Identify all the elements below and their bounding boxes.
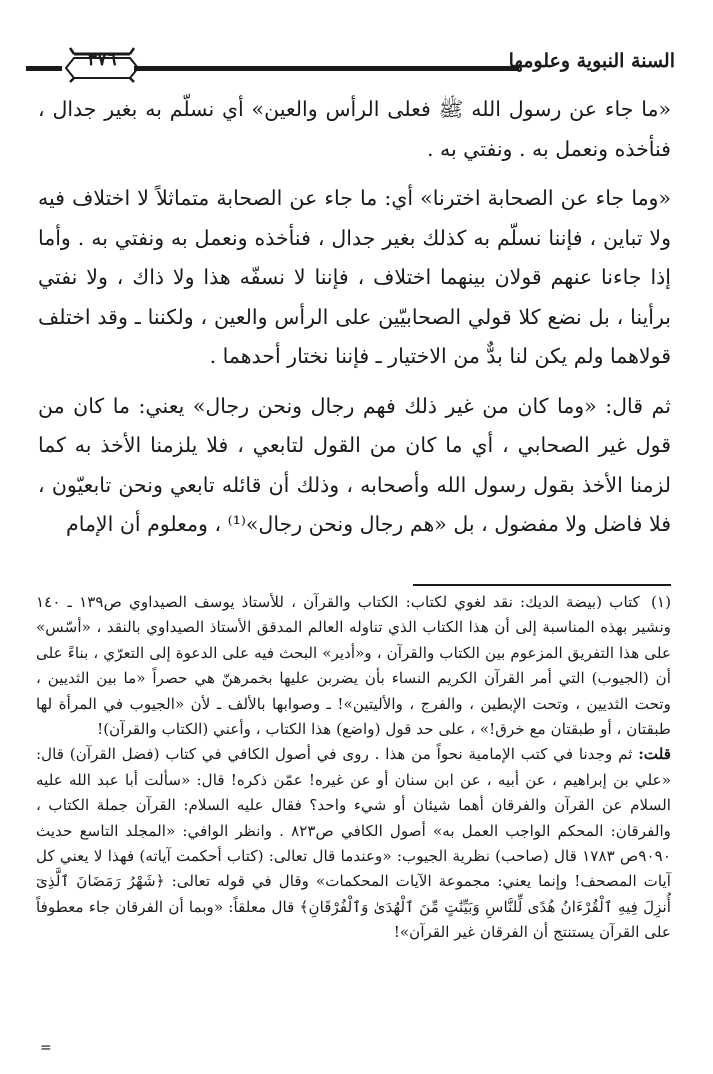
footnote-number: (١) <box>650 593 672 611</box>
continuation-mark: = <box>40 1040 52 1056</box>
paragraph-3: ثم قال: «وما كان من غير ذلك فهم رجال ونحن رجال» يعني: ما كان من قول غير الصحابي ، أي ما كان من القول لتابعي ، فلا يلزمنا الأخذ به كما لزمنا الأخذ بقول رسول الله وأصحابه ، وذلك أن قائله تابعي ونحن تابعيّون ، فلا فاضل ولا مفضول ، بل «هم رجال ونحن رجال»⁽¹⁾ ، ومعلوم أن الإمام <box>38 393 671 536</box>
paragraph-1: «ما جاء عن رسول الله ﷺ فعلى الرأس والعين» أي نسلّم به بغير جدال ، فنأخذه ونعمل به . ونفتي به . <box>38 97 671 161</box>
page-number-ornament <box>64 44 140 84</box>
qult-text: ثم وجدنا في كتب الإمامية نحواً من هذا . روى في أصول الكافي في كتاب (فضل القرآن) قال: «علي بن إبراهيم ، عن أبيه ، عن ابن سنان أو عن غيره! عمّن ذكره! قال: «سألت أبا عبد الله عليه السلام عن القرآن والفرقان أهما شيئان أو شيء واحد؟ فقال عليه السلام: القرآن جملة الكتاب ، والفرقان: المحكم الواجب العمل به» أصول الكافي ص٨٢٣ . وانظر الوافي: «المجلد التاسع حديث ٩٠٩٠ص ١٧٨٣ قال (صاحب) نظرية الجيوب: «وعندما قال تعالى: (كتاب أحكمت آياته) فهذا لا يعني كل آيات المصحف! وإنما يعني: مجموعة الآيات المحكمات» وقال في قوله تعالى: ﴿شَهْرُ رَمَضَانَ ٱلَّذِىٓ أُنزِلَ فِيهِ ٱلْقُرْءَانُ هُدًى لِّلنَّاسِ وَبَيِّنَٰتٍ مِّنَ ٱلْهُدَىٰ وَٱلْفُرْقَانِ﴾ قال معلقاً: «وبما أن الفرقان جاء معطوفاً على القرآن يستنتج أن الفرقان غير القرآن»! <box>36 745 672 942</box>
running-header <box>26 44 675 84</box>
paragraph-2: «وما جاء عن الصحابة اخترنا» أي: ما جاء عن الصحابة متماثلاً لا اختلاف فيه ولا تباين ، فإننا نسلّم به كذلك بغير جدال ، فنأخذه ونعمل به ونفتي به . وأما إذا جاءنا عنهم قولان بينهما اختلاف ، فإننا لا نسفّه هذا ولا ذاك ، ولا نفتي برأينا ، بل نضع كلا قولي الصحابيّين على الرأس والعين ، ولكننا ـ وقد اختلف قولاهما ولم يكن لنا بدٌّ من الاختيار ـ فإننا نختار أحدهما . <box>38 186 671 368</box>
qult-label: قلت: <box>638 745 672 764</box>
main-text <box>38 90 671 555</box>
footnote-comment <box>36 742 671 945</box>
footnote-separator <box>413 584 671 586</box>
book-title: السنة النبوية وعلومها <box>508 50 675 72</box>
page-number: ٣٧٦ <box>87 49 117 70</box>
footnotes <box>36 590 671 946</box>
footnote-1-text: كتاب (بيضة الديك: نقد لغوي لكتاب: الكتاب والقرآن ، للأستاذ يوسف الصيداوي ص١٣٩ ـ ١٤٠ ونشير بهذه المناسبة إلى أن هذا الكتاب الذي تناوله العالم المدقق الأستاذ الصيداوي بالنقد ، «أسّس» على هذا التفريق المزعوم بين الكتاب والقرآن ، و«أدير» البحث فيه على الدعوة إلى التعرّي ، بناءً على أن (الجيوب) التي أمر القرآن الكريم النساء بأن يضربن عليها بخمرهنّ هي حصراً «ما بين الثديين ، وتحت الثديين ، وتحت الإبطين ، والفرج ، والأليتين»! ـ وصوابها بالألف ـ لأن «الجيوب في المرأة لها طبقتان ، أو طبقتان مع خرق!» ، على حد قول (واضع) هذا الكتاب ، وأعني (الكتاب والقرآن)! <box>36 593 671 739</box>
header-rule <box>134 66 519 71</box>
header-rule-left <box>26 66 62 71</box>
footnote-1 <box>36 590 671 742</box>
